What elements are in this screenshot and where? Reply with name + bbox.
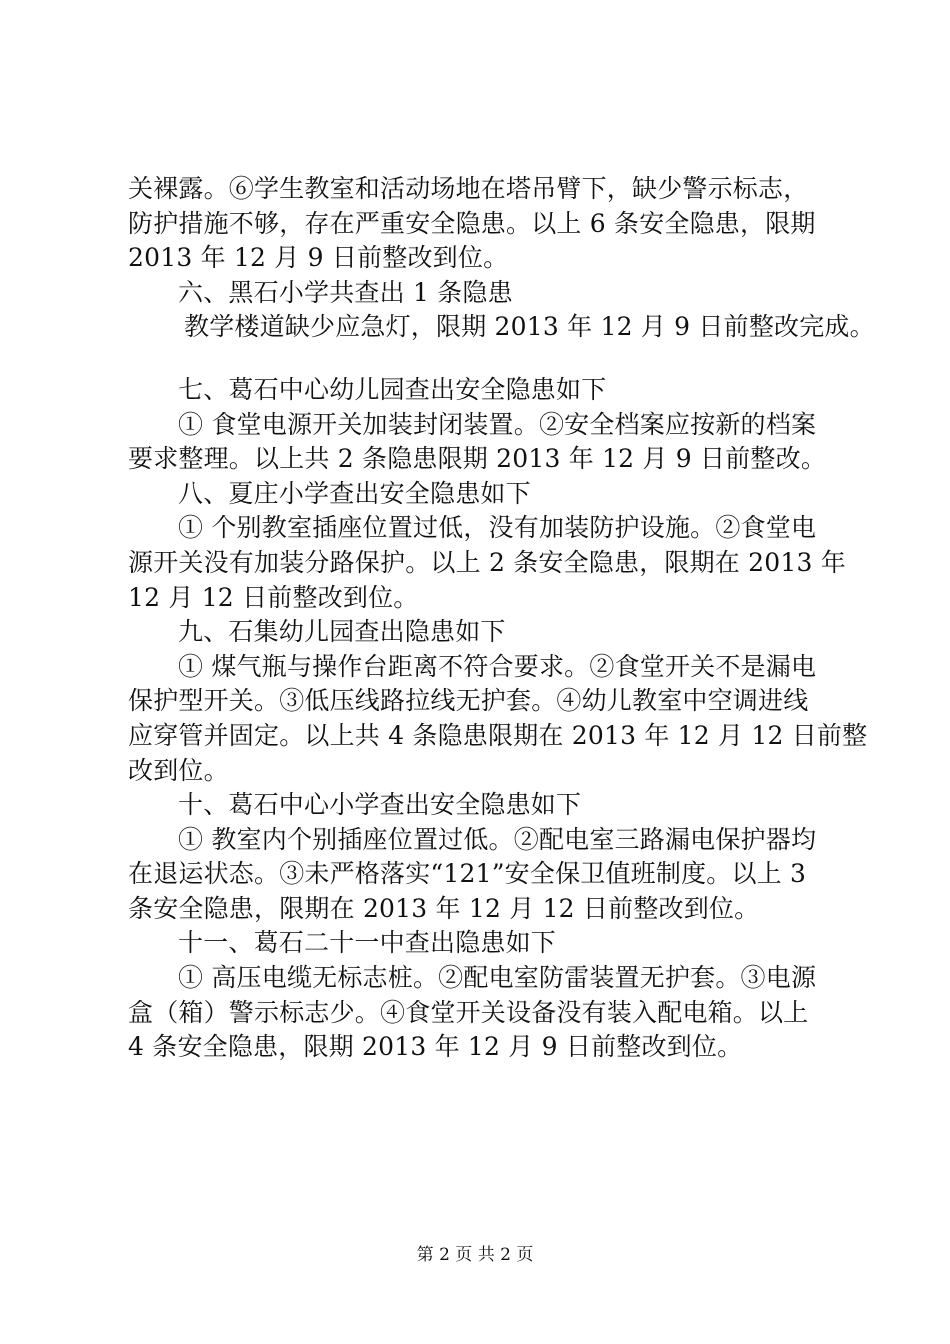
text-line: 应穿管并固定。以上共 4 条隐患限期在 2013 年 12 月 12 日前整 [128, 720, 868, 750]
section-heading: 七、葛石中心幼儿园查出安全隐患如下 [178, 374, 607, 404]
text-line: 防护措施不够，存在严重安全隐患。以上 6 条安全隐患，限期 [128, 208, 816, 238]
document-body [128, 172, 875, 1065]
text-line: 2013 年 12 月 9 日前整改到位。 [128, 243, 509, 273]
text-line: 在退运状态。③未严格落实“121”安全保卫值班制度。以上 3 [128, 859, 807, 889]
section-heading: 十一、葛石二十一中查出隐患如下 [178, 928, 557, 958]
page-number-footer: 第 2 页 共 2 页 [416, 1245, 534, 1265]
text-line: 保护型开关。③低压线路拉线无护套。④幼儿教室中空调进线 [128, 686, 809, 716]
text-line: ① 食堂电源开关加装封闭装置。②安全档案应按新的档案 [178, 409, 817, 439]
text-line: ① 教室内个别插座位置过低。②配电室三路漏电保护器均 [178, 824, 817, 854]
text-line: 条安全隐患，限期在 2013 年 12 月 12 日前整改到位。 [128, 893, 760, 923]
section-heading: 十、葛石中心小学查出安全隐患如下 [178, 790, 582, 820]
text-line: 要求整理。以上共 2 条隐患限期 2013 年 12 月 9 日前整改。 [128, 444, 827, 474]
text-line: 源开关没有加装分路保护。以上 2 条安全隐患，限期在 2013 年 [128, 547, 846, 577]
text-line: ① 个别教室插座位置过低，没有加装防护设施。②食堂电 [178, 513, 817, 543]
paragraph-gap [128, 345, 834, 373]
text-line: 教学楼道缺少应急灯，限期 2013 年 12 月 9 日前整改完成。 [184, 312, 875, 342]
text-line: ① 煤气瓶与操作台距离不符合要求。②食堂开关不是漏电 [178, 651, 817, 681]
text-line: ① 高压电缆无标志桩。②配电室防雷装置无护套。③电源 [178, 963, 817, 993]
text-line: 4 条安全隐患，限期 2013 年 12 月 9 日前整改到位。 [128, 1032, 743, 1062]
section-heading: 八、夏庄小学查出安全隐患如下 [178, 478, 531, 508]
text-line: 盒（箱）警示标志少。④食堂开关设备没有装入配电箱。以上 [128, 997, 809, 1027]
text-line: 改到位。 [128, 755, 229, 785]
section-heading: 九、石集幼儿园查出隐患如下 [178, 617, 506, 647]
text-line: 12 月 12 日前整改到位。 [128, 582, 419, 612]
section-heading: 六、黑石小学共查出 1 条隐患 [178, 277, 513, 307]
text-line: 关裸露。⑥学生教室和活动场地在塔吊臂下，缺少警示标志， [128, 174, 809, 203]
